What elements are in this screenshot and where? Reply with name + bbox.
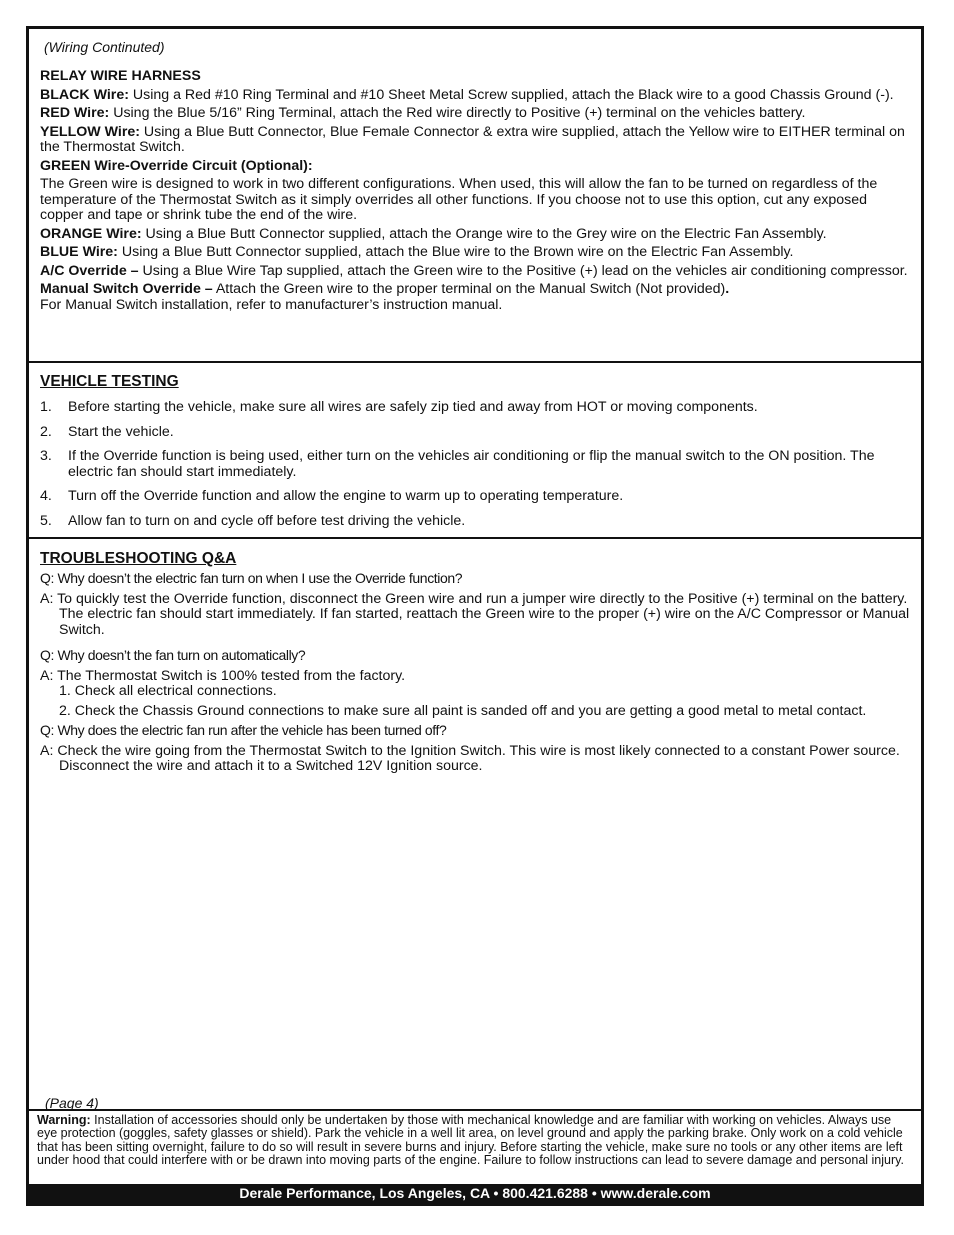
step-number: 4.: [40, 488, 52, 504]
troubleshooting-section: [29, 539, 921, 1111]
relay-harness-heading: RELAY WIRE HARNESS: [40, 68, 201, 84]
black-wire-text: Using a Red #10 Ring Terminal and #10 Sheet Metal Screw supplied, attach the Black wire to a good Chassis Ground (-).: [128, 86, 894, 103]
blue-wire-label: BLUE Wire:: [40, 244, 118, 260]
blue-wire-text: Using a Blue Butt Connector supplied, attach the Blue wire to the Brown wire on the Electric Fan Assembly.: [117, 244, 794, 260]
answer-3: A: Check the wire going from the Thermostat Switch to the Ignition Switch. This wire is most likely connected to a constant Power source. Disconnect the wire and attach it to a Switched 12V Ignition source.: [40, 742, 900, 774]
answer-2-step-2: 2. Check the Chassis Ground connections to make sure all paint is sanded off and you are getting a good metal to metal contact.: [59, 702, 867, 719]
step-number: 3.: [40, 448, 52, 464]
red-wire-label: RED Wire:: [40, 105, 110, 121]
ac-override-instruction: [40, 264, 911, 280]
yellow-wire-instruction: [40, 125, 911, 156]
footer-bar: Derale Performance, Los Angeles, CA • 800.421.6288 • www.derale.com: [29, 1184, 921, 1203]
manual-switch-period: .: [725, 281, 730, 297]
step-text: Start the vehicle.: [68, 423, 174, 440]
wiring-continued-note: (Wiring Continuted): [44, 39, 165, 55]
blue-wire-instruction: [40, 245, 911, 261]
manual-switch-instruction: [40, 282, 911, 313]
green-wire-description: The Green wire is designed to work in two different configurations. When used, this will allow the fan to be turned on regardless of the temperature of the Thermostat Switch as it simply overrides all other functions. If you choose not to use this option, cut any exposed copper and tape or shrink tube the end of the wire.: [40, 176, 878, 223]
green-wire-heading: GREEN Wire-Override Circuit (Optional):: [40, 157, 313, 174]
black-wire-instruction: [40, 88, 911, 104]
list-item: [40, 400, 911, 416]
yellow-wire-text: Using a Blue Butt Connector, Blue Female Connector & extra wire supplied, attach the Yellow wire to EITHER terminal on the Thermostat Switch.: [40, 123, 905, 155]
orange-wire-label: ORANGE Wire:: [40, 225, 142, 242]
page-number: (Page 4): [45, 1095, 99, 1111]
answer-2: A: The Thermostat Switch is 100% tested from the factory.: [40, 667, 406, 684]
manual-switch-reference: For Manual Switch installation, refer to manufacturer’s instruction manual.: [40, 296, 503, 313]
step-text: Turn off the Override function and allow the engine to warm up to operating temperature.: [68, 488, 624, 504]
troubleshooting-heading: TROUBLESHOOTING Q&A: [40, 550, 237, 567]
question-1: Q: Why doesn’t the electric fan turn on when I use the Override function?: [40, 570, 463, 586]
wiring-section: [29, 29, 921, 363]
vehicle-testing-section: [29, 363, 921, 539]
answer-2-step-1: 1. Check all electrical connections.: [59, 683, 277, 699]
document-frame: [26, 26, 924, 1206]
warning-label: Warning:: [37, 1113, 91, 1127]
question-2: Q: Why doesn’t the fan turn on automatically?: [40, 647, 306, 663]
yellow-wire-label: YELLOW Wire:: [40, 123, 140, 140]
step-number: 5.: [40, 512, 52, 529]
orange-wire-text: Using a Blue Butt Connector supplied, attach the Orange wire to the Grey wire on the Electric Fan Assembly.: [141, 225, 827, 242]
vehicle-testing-heading: VEHICLE TESTING: [40, 373, 179, 390]
manual-switch-text: Attach the Green wire to the proper terminal on the Manual Switch (Not provided): [212, 281, 726, 297]
ac-override-label: A/C Override –: [40, 262, 139, 279]
list-item: [40, 425, 911, 441]
black-wire-label: BLACK Wire:: [40, 86, 129, 103]
step-text: If the Override function is being used, either turn on the vehicles air conditioning or flip the manual switch to the ON position. The electric fan should start immediately.: [68, 448, 875, 480]
list-item: [40, 514, 911, 530]
list-item: [40, 489, 911, 505]
step-text: Allow fan to turn on and cycle off before test driving the vehicle.: [68, 512, 466, 529]
ac-override-text: Using a Blue Wire Tap supplied, attach the Green wire to the Positive (+) lead on the vehicles air conditioning compressor.: [138, 262, 908, 279]
warning-body: Installation of accessories should only be undertaken by those with mechanical knowledge and are familiar with working on vehicles. Always use eye protection (goggles, safety glasses or shield). Park the vehicle in a well lit area, on level ground and apply the parking brake. Only work on a cold vehicle that has been sitting overnight, failure to do so will result in severe burns and injury. Before starting the vehicle, make sure no tools or any other items are left under hood that could interfere with or be drawn into moving parts of the engine. Failure to follow instructions can lead to severe damage and personal injury.: [37, 1113, 904, 1168]
step-text: Before starting the vehicle, make sure all wires are safely zip tied and away from HOT or moving components.: [68, 399, 758, 415]
red-wire-instruction: [40, 106, 911, 122]
warning-section: [29, 1111, 921, 1187]
question-3: Q: Why does the electric fan run after the vehicle has been turned off?: [40, 722, 447, 738]
warning-text: [37, 1114, 913, 1168]
red-wire-text: Using the Blue 5/16” Ring Terminal, attach the Red wire directly to Positive (+) terminal on the vehicles battery.: [109, 105, 806, 121]
step-number: 2.: [40, 423, 52, 440]
list-item: [40, 449, 911, 480]
step-number: 1.: [40, 399, 52, 415]
testing-steps-list: [40, 400, 911, 529]
answer-1: A: To quickly test the Override function, disconnect the Green wire and run a jumper wire directly to the Positive (+) terminal on the battery. The electric fan should start immediately. If fan started, reattach the Green wire to the proper (+) wire on the A/C Compressor or Manual Switch.: [40, 590, 910, 638]
manual-switch-label: Manual Switch Override –: [40, 281, 213, 297]
orange-wire-instruction: [40, 227, 911, 243]
